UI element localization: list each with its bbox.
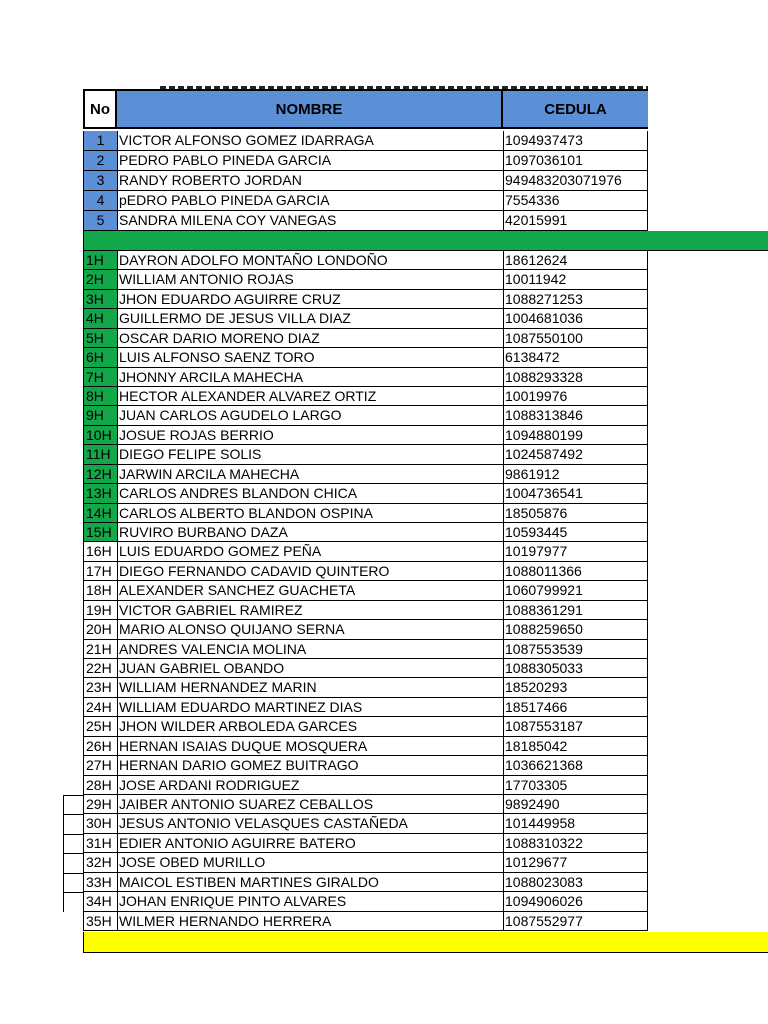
cell-nombre[interactable]: JOSE ARDANI RODRIGUEZ	[117, 776, 503, 795]
cell-no[interactable]: 15H	[83, 523, 117, 542]
group-separator-band	[83, 231, 768, 251]
cell-nombre[interactable]: OSCAR DARIO MORENO DIAZ	[117, 329, 503, 348]
header-nombre[interactable]: NOMBRE	[117, 89, 503, 129]
cell-nombre[interactable]: pEDRO PABLO PINEDA GARCIA	[117, 191, 503, 211]
cell-nombre[interactable]: JAIBER ANTONIO SUAREZ CEBALLOS	[117, 795, 503, 814]
cell-cedula[interactable]: 1097036101	[503, 151, 648, 171]
cell-nombre[interactable]: JUAN GABRIEL OBANDO	[117, 659, 503, 678]
cell-nombre[interactable]: JESUS ANTONIO VELASQUES CASTAÑEDA	[117, 814, 503, 833]
cell-cedula[interactable]: 1060799921	[503, 581, 648, 600]
cell-nombre[interactable]: ALEXANDER SANCHEZ GUACHETA	[117, 581, 503, 600]
cell-no[interactable]: 8H	[83, 387, 117, 406]
cell-no[interactable]: 7H	[83, 368, 117, 387]
cell-nombre[interactable]: JUAN CARLOS AGUDELO LARGO	[117, 406, 503, 425]
cell-no[interactable]: 2	[83, 151, 117, 171]
cell-cedula[interactable]: 1087553187	[503, 717, 648, 736]
footer-highlight-band	[83, 932, 768, 953]
cell-cedula[interactable]: 1088313846	[503, 406, 648, 425]
cell-cedula[interactable]: 1004681036	[503, 309, 648, 328]
cell-nombre[interactable]: VICTOR GABRIEL RAMIREZ	[117, 601, 503, 620]
cell-no[interactable]: 30H	[83, 814, 117, 833]
cell-no[interactable]: 13H	[83, 484, 117, 503]
cell-cedula[interactable]: 10019976	[503, 387, 648, 406]
cell-nombre[interactable]: DIEGO FELIPE SOLIS	[117, 445, 503, 464]
cell-cedula[interactable]: 1088023083	[503, 873, 648, 892]
header-cedula[interactable]: CEDULA	[503, 89, 648, 129]
cell-no[interactable]: 1	[83, 131, 117, 151]
outline-border	[63, 853, 83, 872]
cell-no[interactable]: 24H	[83, 698, 117, 717]
cell-no[interactable]: 32H	[83, 853, 117, 872]
cell-cedula[interactable]: 10129677	[503, 853, 648, 872]
cell-no[interactable]: 21H	[83, 640, 117, 659]
cell-cedula[interactable]: 1088271253	[503, 290, 648, 309]
cell-cedula[interactable]: 18612624	[503, 251, 648, 270]
cell-no[interactable]: 27H	[83, 756, 117, 775]
cell-cedula[interactable]: 1087552977	[503, 912, 648, 931]
cell-no[interactable]: 28H	[83, 776, 117, 795]
cell-cedula[interactable]: 1036621368	[503, 756, 648, 775]
header-no[interactable]: No	[83, 89, 117, 129]
cell-nombre[interactable]: SANDRA MILENA COY VANEGAS	[117, 211, 503, 231]
cell-cedula[interactable]: 18505876	[503, 504, 648, 523]
outline-border	[63, 834, 83, 853]
cell-cedula[interactable]: 10593445	[503, 523, 648, 542]
cell-cedula[interactable]: 42015991	[503, 211, 648, 231]
cell-nombre[interactable]: DIEGO FERNANDO CADAVID QUINTERO	[117, 562, 503, 581]
cell-cedula[interactable]: 9861912	[503, 465, 648, 484]
cell-no[interactable]: 29H	[83, 795, 117, 814]
cell-no[interactable]: 16H	[83, 542, 117, 561]
outline-border	[63, 873, 83, 892]
cell-nombre[interactable]: ANDRES VALENCIA MOLINA	[117, 640, 503, 659]
cell-cedula[interactable]: 1087553539	[503, 640, 648, 659]
cell-cedula[interactable]: 10197977	[503, 542, 648, 561]
cell-nombre[interactable]: WILLIAM EDUARDO MARTINEZ DIAS	[117, 698, 503, 717]
cell-nombre[interactable]: EDIER ANTONIO AGUIRRE BATERO	[117, 834, 503, 853]
cell-cedula[interactable]: 101449958	[503, 814, 648, 833]
cell-nombre[interactable]: PEDRO PABLO PINEDA GARCIA	[117, 151, 503, 171]
cell-no[interactable]: 3H	[83, 290, 117, 309]
cell-no[interactable]: 1H	[83, 251, 117, 270]
cell-no[interactable]: 34H	[83, 892, 117, 911]
cell-no[interactable]: 5	[83, 211, 117, 231]
cell-cedula[interactable]: 1087550100	[503, 329, 648, 348]
cell-nombre[interactable]: LUIS ALFONSO SAENZ TORO	[117, 348, 503, 367]
cell-no[interactable]: 2H	[83, 270, 117, 289]
cell-nombre[interactable]: JOSUE ROJAS BERRIO	[117, 426, 503, 445]
cell-nombre[interactable]: MAICOL ESTIBEN MARTINES GIRALDO	[117, 873, 503, 892]
cell-no[interactable]: 10H	[83, 426, 117, 445]
cell-no[interactable]: 23H	[83, 678, 117, 697]
cell-nombre[interactable]: RUVIRO BURBANO DAZA	[117, 523, 503, 542]
cell-nombre[interactable]: WILLIAM HERNANDEZ MARIN	[117, 678, 503, 697]
cell-cedula[interactable]: 18517466	[503, 698, 648, 717]
cell-cedula[interactable]: 1004736541	[503, 484, 648, 503]
cell-nombre[interactable]: LUIS EDUARDO GOMEZ PEÑA	[117, 542, 503, 561]
cell-cedula[interactable]: 1088259650	[503, 620, 648, 639]
cell-cedula[interactable]: 1088305033	[503, 659, 648, 678]
cell-no[interactable]: 17H	[83, 562, 117, 581]
cell-cedula[interactable]: 10011942	[503, 270, 648, 289]
outline-border	[63, 892, 83, 911]
cell-no[interactable]: 19H	[83, 601, 117, 620]
cell-no[interactable]: 4	[83, 191, 117, 211]
cell-nombre[interactable]: JOHAN ENRIQUE PINTO ALVARES	[117, 892, 503, 911]
outline-border	[63, 795, 83, 814]
cell-no[interactable]: 4H	[83, 309, 117, 328]
cell-cedula[interactable]: 9892490	[503, 795, 648, 814]
cell-nombre[interactable]: MARIO ALONSO QUIJANO SERNA	[117, 620, 503, 639]
cell-nombre[interactable]: JHON WILDER ARBOLEDA GARCES	[117, 717, 503, 736]
cell-no[interactable]: 25H	[83, 717, 117, 736]
cell-nombre[interactable]: VICTOR ALFONSO GOMEZ IDARRAGA	[117, 131, 503, 151]
cell-nombre[interactable]: HERNAN ISAIAS DUQUE MOSQUERA	[117, 737, 503, 756]
cell-cedula[interactable]: 7554336	[503, 191, 648, 211]
cell-no[interactable]: 31H	[83, 834, 117, 853]
outline-border	[63, 814, 83, 833]
cell-nombre[interactable]: JOSE OBED MURILLO	[117, 853, 503, 872]
cell-nombre[interactable]: HERNAN DARIO GOMEZ BUITRAGO	[117, 756, 503, 775]
cell-no[interactable]: 26H	[83, 737, 117, 756]
cell-no[interactable]: 11H	[83, 445, 117, 464]
cell-cedula[interactable]: 17703305	[503, 776, 648, 795]
cell-nombre[interactable]: CARLOS ANDRES BLANDON CHICA	[117, 484, 503, 503]
cell-nombre[interactable]: WILMER HERNANDO HERRERA	[117, 912, 503, 931]
cell-no[interactable]: 14H	[83, 504, 117, 523]
cell-nombre[interactable]: HECTOR ALEXANDER ALVAREZ ORTIZ	[117, 387, 503, 406]
cell-nombre[interactable]: JHON EDUARDO AGUIRRE CRUZ	[117, 290, 503, 309]
cell-no[interactable]: 12H	[83, 465, 117, 484]
cell-cedula[interactable]: 1094880199	[503, 426, 648, 445]
cell-nombre[interactable]: GUILLERMO DE JESUS VILLA DIAZ	[117, 309, 503, 328]
cell-nombre[interactable]: JHONNY ARCILA MAHECHA	[117, 368, 503, 387]
cell-no[interactable]: 6H	[83, 348, 117, 367]
cell-nombre[interactable]: WILLIAM ANTONIO ROJAS	[117, 270, 503, 289]
cell-nombre[interactable]: JARWIN ARCILA MAHECHA	[117, 465, 503, 484]
cell-cedula[interactable]: 18520293	[503, 678, 648, 697]
cell-no[interactable]: 33H	[83, 873, 117, 892]
cell-cedula[interactable]: 1088310322	[503, 834, 648, 853]
cell-cedula[interactable]: 6138472	[503, 348, 648, 367]
cell-cedula[interactable]: 18185042	[503, 737, 648, 756]
cell-no[interactable]: 18H	[83, 581, 117, 600]
cell-nombre[interactable]: CARLOS ALBERTO BLANDON OSPINA	[117, 504, 503, 523]
cell-no[interactable]: 3	[83, 171, 117, 191]
cell-cedula[interactable]: 1094937473	[503, 131, 648, 151]
cell-no[interactable]: 35H	[83, 912, 117, 931]
cell-cedula[interactable]: 1094906026	[503, 892, 648, 911]
cell-no[interactable]: 22H	[83, 659, 117, 678]
cell-nombre[interactable]: DAYRON ADOLFO MONTAÑO LONDOÑO	[117, 251, 503, 270]
cell-no[interactable]: 9H	[83, 406, 117, 425]
cell-no[interactable]: 20H	[83, 620, 117, 639]
cell-cedula[interactable]: 1024587492	[503, 445, 648, 464]
cell-cedula[interactable]: 1088011366	[503, 562, 648, 581]
cell-cedula[interactable]: 1088293328	[503, 368, 648, 387]
cell-cedula[interactable]: 1088361291	[503, 601, 648, 620]
cell-no[interactable]: 5H	[83, 329, 117, 348]
cell-cedula[interactable]: 949483203071976	[503, 171, 648, 191]
cell-nombre[interactable]: RANDY ROBERTO JORDAN	[117, 171, 503, 191]
